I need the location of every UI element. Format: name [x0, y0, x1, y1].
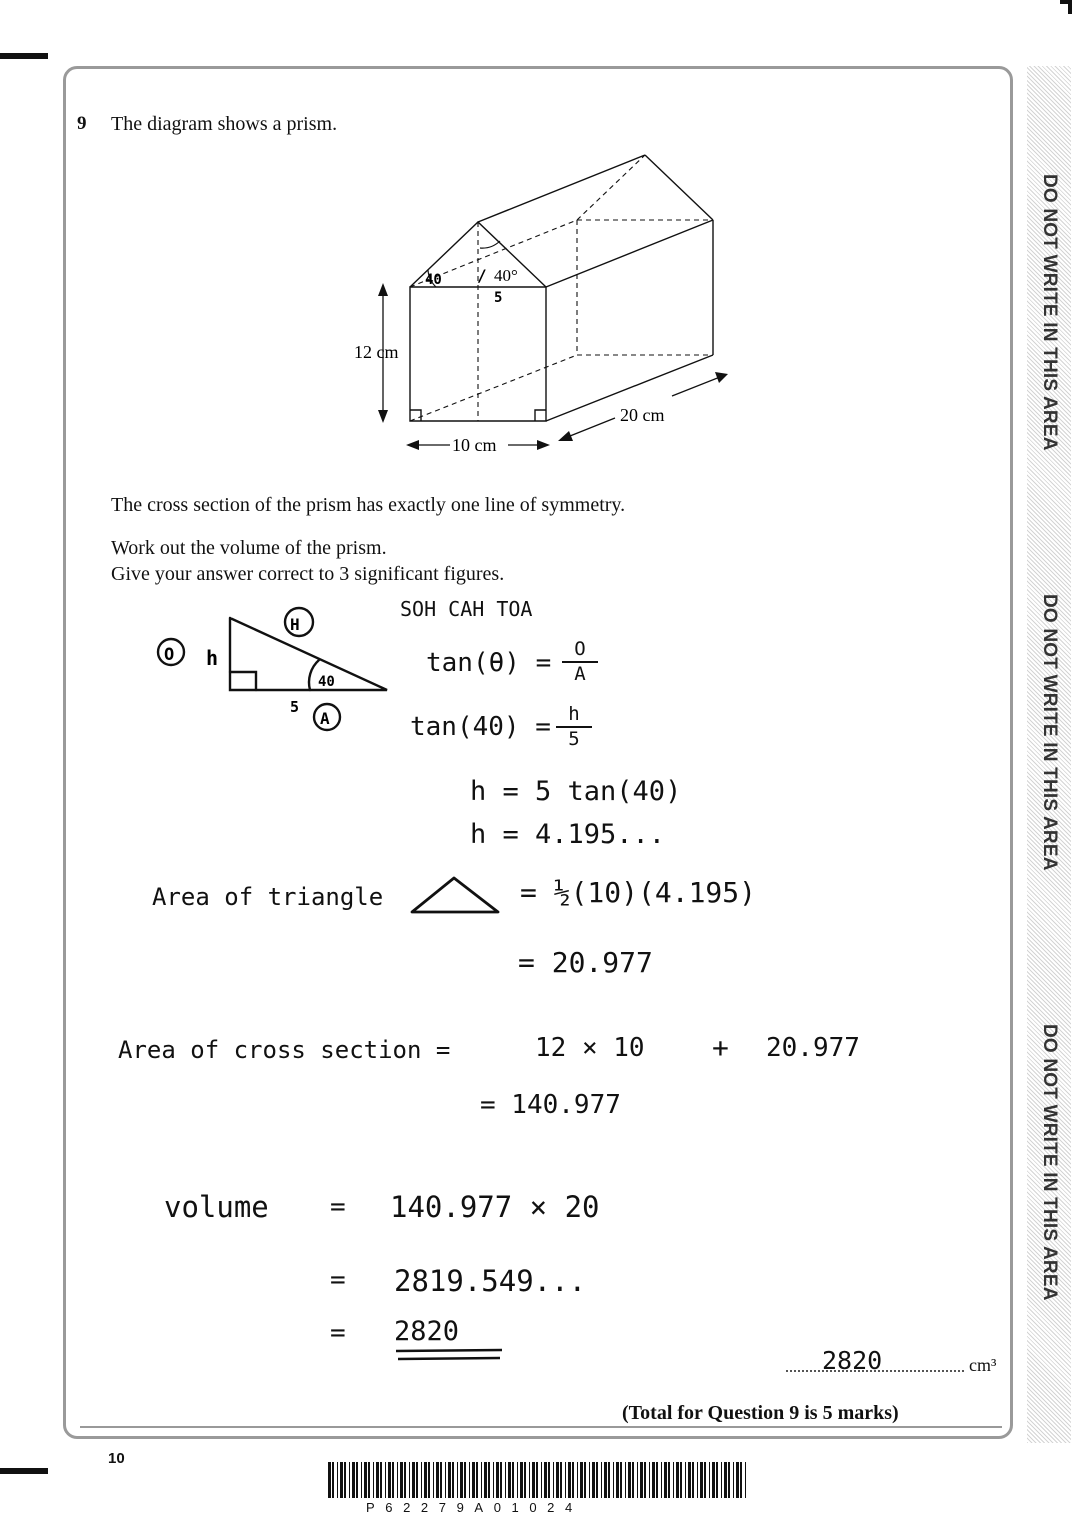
- barcode-bar: [484, 1462, 487, 1498]
- working-triangle-sketch: [145, 600, 395, 735]
- tan-general-den: A: [562, 661, 598, 685]
- barcode-bar: [376, 1462, 379, 1498]
- barcode-bar: [496, 1462, 499, 1498]
- barcode-bar: [428, 1462, 430, 1498]
- page-number: 10: [108, 1450, 125, 1467]
- barcode-bar: [388, 1462, 391, 1498]
- barcode-bar: [421, 1462, 422, 1498]
- double-underline: [392, 1348, 512, 1362]
- barcode-bar: [736, 1462, 739, 1498]
- barcode-bar: [640, 1462, 643, 1498]
- svg-text:O: O: [164, 645, 175, 665]
- barcode-bar: [553, 1462, 554, 1498]
- barcode-bar: [700, 1462, 703, 1498]
- barcode-bar: [464, 1462, 466, 1498]
- barcode-bar: [328, 1462, 331, 1498]
- barcode-bar: [608, 1462, 610, 1498]
- barcode-bar: [649, 1462, 650, 1498]
- barcode-bar: [512, 1462, 514, 1498]
- barcode-bar: [397, 1462, 398, 1498]
- area-triangle-eq2: = 20.977: [518, 946, 653, 979]
- side-warning-3: DO NOT WRITE IN THIS AREA: [1039, 1023, 1060, 1301]
- barcode-bar: [349, 1462, 350, 1498]
- barcode-bar: [745, 1462, 746, 1498]
- barcode-bar: [656, 1462, 658, 1498]
- final-answer: 2820: [822, 1346, 883, 1375]
- margin-mark-top: [0, 53, 48, 59]
- barcode-bar: [469, 1462, 470, 1498]
- total-marks: (Total for Question 9 is 5 marks): [622, 1402, 899, 1424]
- tan-general: tan(θ) =: [426, 648, 552, 678]
- volume-label: volume: [164, 1190, 269, 1224]
- prism-diagram: [340, 145, 740, 465]
- barcode: [326, 1462, 751, 1500]
- barcode-bar: [565, 1462, 566, 1498]
- barcode-bar: [721, 1462, 722, 1498]
- barcode-bar: [688, 1462, 691, 1498]
- area-triangle-label: Area of triangle: [152, 883, 384, 911]
- barcode-bar: [616, 1462, 619, 1498]
- label-length: 20 cm: [620, 405, 665, 425]
- barcode-bar: [337, 1462, 338, 1498]
- total-divider: [80, 1426, 1002, 1428]
- barcode-bar: [697, 1462, 698, 1498]
- h-value: h = 4.195...: [470, 819, 666, 850]
- barcode-bar: [548, 1462, 550, 1498]
- barcode-bar: [740, 1462, 742, 1498]
- barcode-bar: [392, 1462, 394, 1498]
- svg-text:H: H: [290, 615, 300, 634]
- barcode-bar: [637, 1462, 638, 1498]
- tan-specific-num: h: [568, 703, 580, 725]
- side-warning-2: DO NOT WRITE IN THIS AREA: [1039, 593, 1060, 871]
- symmetry-statement: The cross section of the prism has exactly one line of symmetry.: [111, 494, 626, 516]
- barcode-bar: [644, 1462, 646, 1498]
- barcode-bar: [584, 1462, 586, 1498]
- ridge-line: [478, 155, 645, 222]
- volume-raw: 2819.549...: [394, 1264, 587, 1298]
- barcode-bar: [728, 1462, 730, 1498]
- area-triangle-eq1: = ½(10)(4.195): [520, 876, 757, 909]
- barcode-bar: [709, 1462, 710, 1498]
- label-angle: 40°: [494, 266, 518, 285]
- label-width: 10 cm: [452, 435, 497, 455]
- label-height: 12 cm: [354, 342, 399, 362]
- barcode-bar: [601, 1462, 602, 1498]
- barcode-bar: [445, 1462, 446, 1498]
- barcode-bar: [404, 1462, 406, 1498]
- barcode-bar: [664, 1462, 667, 1498]
- back-roof-right: [645, 155, 713, 220]
- barcode-bar: [676, 1462, 679, 1498]
- barcode-code: P62279A01024: [366, 1500, 583, 1515]
- barcode-bar: [368, 1462, 370, 1498]
- barcode-bar: [625, 1462, 626, 1498]
- barcode-bar: [352, 1462, 355, 1498]
- barcode-bar: [344, 1462, 346, 1498]
- tri-angle: 40: [318, 674, 335, 690]
- barcode-bar: [556, 1462, 559, 1498]
- tri-base: 5: [290, 698, 300, 716]
- barcode-bar: [452, 1462, 454, 1498]
- hw-half-5: 5: [494, 290, 503, 306]
- do-not-write-strip: [1027, 66, 1071, 1443]
- barcode-bar: [680, 1462, 682, 1498]
- barcode-bar: [476, 1462, 478, 1498]
- barcode-bar: [712, 1462, 715, 1498]
- barcode-bar: [500, 1462, 502, 1498]
- barcode-bar: [409, 1462, 410, 1498]
- barcode-bar: [529, 1462, 530, 1498]
- barcode-bar: [524, 1462, 526, 1498]
- barcode-bar: [589, 1462, 590, 1498]
- barcode-bar: [613, 1462, 614, 1498]
- question-number: 9: [77, 113, 87, 134]
- barcode-bar: [493, 1462, 494, 1498]
- barcode-bar: [332, 1462, 334, 1498]
- volume-rounded: 2820: [394, 1316, 460, 1347]
- area-cross-section-label: Area of cross section =: [118, 1036, 451, 1064]
- barcode-bar: [724, 1462, 727, 1498]
- barcode-bar: [716, 1462, 718, 1498]
- barcode-bar: [532, 1462, 535, 1498]
- barcode-bar: [448, 1462, 451, 1498]
- barcode-bar: [572, 1462, 574, 1498]
- barcode-bar: [544, 1462, 547, 1498]
- barcode-bar: [620, 1462, 622, 1498]
- barcode-bar: [733, 1462, 734, 1498]
- task-line-2: Give your answer correct to 3 significant figures.: [111, 563, 505, 585]
- barcode-bar: [481, 1462, 482, 1498]
- soh-cah-toa: SOH CAH TOA: [400, 597, 533, 621]
- barcode-bar: [373, 1462, 374, 1498]
- barcode-bar: [440, 1462, 442, 1498]
- barcode-bar: [692, 1462, 694, 1498]
- barcode-bar: [508, 1462, 511, 1498]
- barcode-bar: [580, 1462, 583, 1498]
- svg-text:A: A: [320, 709, 330, 728]
- barcode-bar: [457, 1462, 458, 1498]
- tan-specific: tan(40) =: [410, 712, 551, 742]
- area-cs-add: 20.977: [766, 1033, 860, 1063]
- barcode-bar: [488, 1462, 490, 1498]
- barcode-bar: [460, 1462, 463, 1498]
- barcode-bar: [361, 1462, 362, 1498]
- barcode-bar: [560, 1462, 562, 1498]
- triangle-icon: [408, 872, 503, 917]
- barcode-bar: [356, 1462, 358, 1498]
- barcode-bar: [541, 1462, 542, 1498]
- area-cs-plus: +: [712, 1031, 729, 1064]
- barcode-bar: [577, 1462, 578, 1498]
- barcode-bar: [340, 1462, 343, 1498]
- barcode-bar: [436, 1462, 439, 1498]
- tri-h: h: [206, 646, 219, 670]
- side-warning-1: DO NOT WRITE IN THIS AREA: [1039, 173, 1060, 451]
- h-formula: h = 5 tan(40): [470, 776, 682, 807]
- barcode-bar: [380, 1462, 382, 1498]
- barcode-bar: [400, 1462, 403, 1498]
- corner-mark-v: [1068, 0, 1072, 14]
- barcode-bar: [685, 1462, 686, 1498]
- task-line-1: Work out the volume of the prism.: [111, 537, 387, 559]
- volume-expr: 140.977 × 20: [390, 1190, 600, 1224]
- hw-angle-40: 40: [425, 272, 442, 288]
- tan-general-num: O: [574, 638, 586, 660]
- barcode-bar: [592, 1462, 595, 1498]
- area-cs-expr: 12 × 10: [535, 1033, 645, 1063]
- barcode-bar: [517, 1462, 518, 1498]
- barcode-bar: [472, 1462, 475, 1498]
- barcode-bar: [364, 1462, 367, 1498]
- area-cs-result: = 140.977: [480, 1090, 621, 1120]
- question-intro: The diagram shows a prism.: [111, 113, 338, 135]
- barcode-bar: [520, 1462, 523, 1498]
- barcode-bar: [536, 1462, 538, 1498]
- barcode-bar: [505, 1462, 506, 1498]
- tan-specific-den: 5: [556, 726, 592, 750]
- barcode-bar: [424, 1462, 427, 1498]
- answer-unit: cm³: [969, 1355, 997, 1375]
- barcode-bar: [632, 1462, 634, 1498]
- barcode-bar: [385, 1462, 386, 1498]
- barcode-bar: [604, 1462, 607, 1498]
- barcode-bar: [628, 1462, 631, 1498]
- barcode-bar: [596, 1462, 598, 1498]
- barcode-bar: [412, 1462, 415, 1498]
- barcode-bar: [668, 1462, 670, 1498]
- barcode-bar: [568, 1462, 571, 1498]
- barcode-bar: [652, 1462, 655, 1498]
- barcode-bar: [673, 1462, 674, 1498]
- margin-mark-bottom: [0, 1468, 48, 1474]
- barcode-bar: [704, 1462, 706, 1498]
- barcode-bar: [416, 1462, 418, 1498]
- barcode-bar: [661, 1462, 662, 1498]
- svg-text:/: /: [477, 266, 487, 285]
- barcode-bar: [433, 1462, 434, 1498]
